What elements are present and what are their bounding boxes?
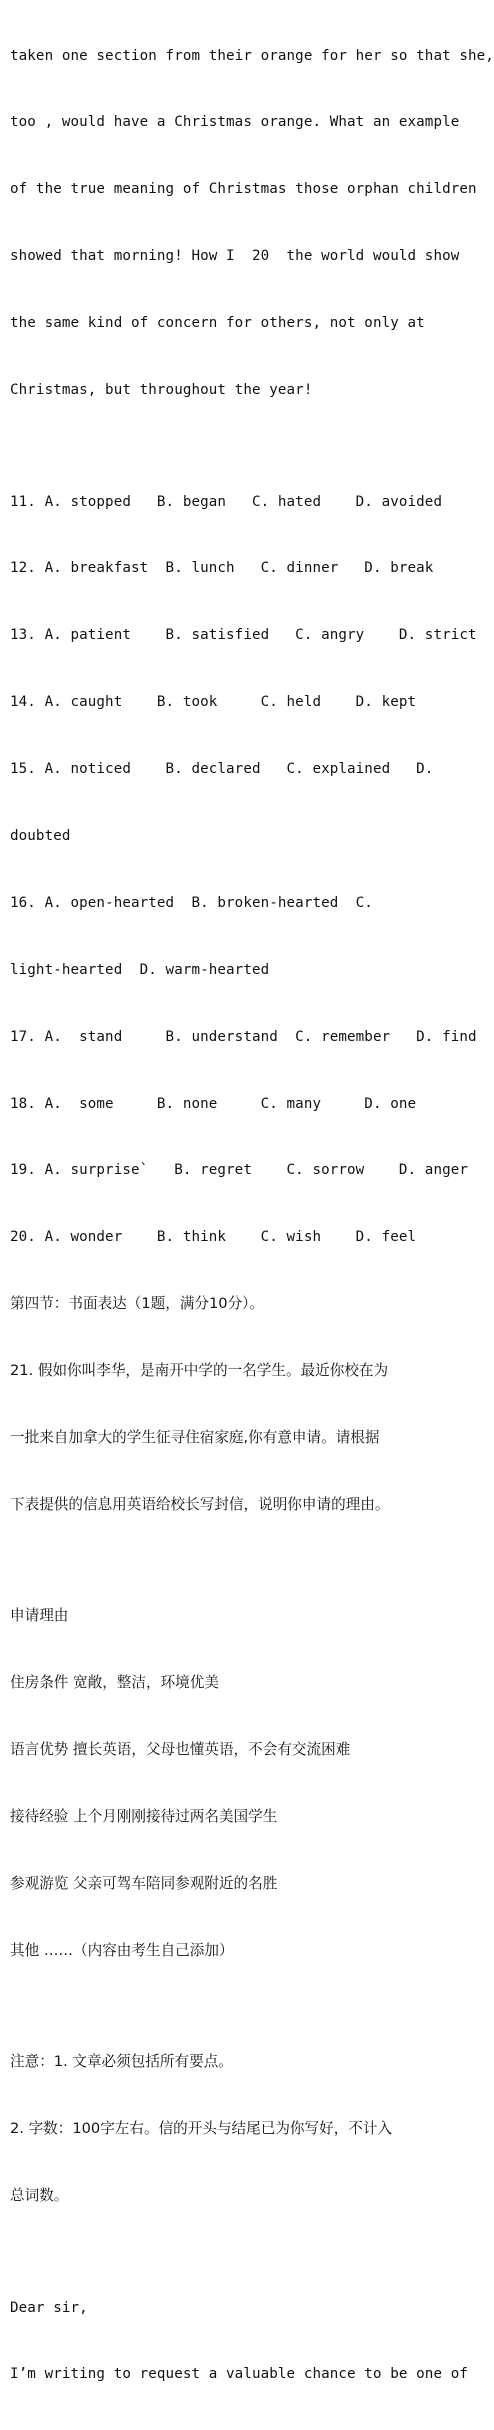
writing-prompt (10, 1316, 469, 1561)
question-item-11: 11. A. stopped B. began C. hated D. avoided (10, 493, 443, 510)
passage-line: the same kind of concern for others, not only at (10, 315, 425, 332)
prompt-line: 一批来自加拿大的学生征寻住宿家庭,你有意申请。请根据 (10, 1429, 380, 1446)
note-line: 2. 字数：100字左右。信的开头与结尾已为你写好，不计入 (10, 2120, 393, 2138)
question-item-15: 15. A. noticed B. declared C. explained D. (10, 761, 434, 778)
letter-salutation: Dear sir, (10, 2299, 88, 2316)
question-item-16: 16. A. open-hearted B. broken-hearted C. (10, 894, 373, 911)
question-item-19: 19. A. surprise` B. regret C. sorrow D. anger (10, 1162, 469, 1179)
note-line: 总词数。 (10, 2187, 69, 2205)
passage-line: Christmas, but throughout the year! (10, 382, 313, 399)
question-item-12: 12. A. breakfast B. lunch C. dinner D. break (10, 560, 434, 577)
prompt-line: 下表提供的信息用英语给校长写封信，说明你申请的理由。 (10, 1495, 390, 1513)
reasons-table-row: 住房条件 宽敞，整洁，环境优美 (10, 1674, 219, 1692)
passage-line: showed that morning! How I 20 the world would show (10, 248, 460, 265)
reasons-table-row: 接待经验 上个月刚刚接待过两名美国学生 (10, 1808, 278, 1826)
reasons-table-row: 语言优势 擅长英语，父母也懂英语，不会有交流困难 (10, 1741, 351, 1759)
letter-first-line: I’m writing to request a valuable chance to be one of (10, 2366, 469, 2383)
question-item-13: 13. A. patient B. satisfied C. angry D. strict (10, 627, 477, 644)
question-item-18: 18. A. some B. none C. many D. one (10, 1095, 417, 1112)
question-item-17: 17. A. stand B. understand C. remember D. find (10, 1028, 477, 1045)
passage-text (10, 0, 494, 446)
question-item-14: 14. A. caught B. took C. held D. kept (10, 694, 417, 711)
reasons-table-row: 参观游览 父亲可驾车陪同参观附近的名胜 (10, 1874, 278, 1892)
passage-line: of the true meaning of Christmas those orphan children (10, 181, 477, 198)
writing-notes (10, 2007, 469, 2252)
section-title: 第四节：书面表达（1题，满分10分）。 (10, 1295, 265, 1313)
writing-section (10, 1293, 469, 2430)
note-line: 注意：1. 文章必须包括所有要点。 (10, 2053, 233, 2071)
question-item-16-continued: light-hearted D. warm-hearted (10, 961, 270, 978)
passage-line: too , would have a Christmas orange. What an example (10, 114, 460, 131)
passage-line: taken one section from their orange for her so that she, (10, 47, 494, 64)
letter-opening (10, 2252, 469, 2430)
question-item-20: 20. A. wonder B. think C. wish D. feel (10, 1229, 417, 1246)
reasons-table-header: 申请理由 (10, 1607, 69, 1625)
reasons-table-row: 其他 ……（内容由考生自己添加） (10, 1941, 234, 1959)
question-list (10, 446, 477, 1293)
reasons-table (10, 1561, 469, 2007)
prompt-line: 21. 假如你叫李华，是南开中学的一名学生。最近你校在为 (10, 1362, 389, 1380)
question-item-15-continued: doubted (10, 827, 71, 844)
